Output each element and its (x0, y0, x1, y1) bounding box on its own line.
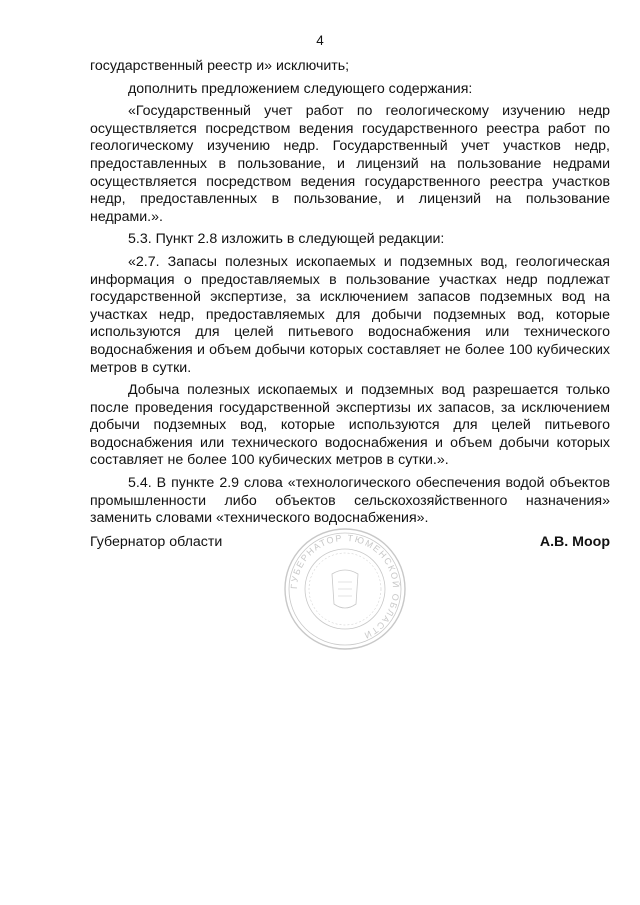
paragraph-6: Добыча полезных ископаемых и подземных вод разрешается только после проведения государственной экспертизы их запасов, за исключением добычи подземных вод, которые используются для целей питьевого водоснабжения или технического водоснабжения и объем добычи которых составляет не более 100 кубических метров в сутки.». (90, 382, 610, 469)
paragraph-5: «2.7. Запасы полезных ископаемых и подземных вод, геологическая информация о предоставляемых в пользование участках недр подлежат государственной экспертизе, за исключением запасов подземных вод на участках недр, предоставляемых для добычи подземных вод, которые используются для целей питьевого водоснабжения или технического водоснабжения и объем добычи которых составляет не более 100 кубических метров в сутки. (90, 253, 610, 376)
official-seal-icon (282, 526, 408, 652)
signatory-name: А.В. Моор (539, 534, 610, 550)
seal-text: ГУБЕРНАТОР ТЮМЕНСКОЙ ОБЛАСТИ (288, 532, 402, 642)
document-body (90, 58, 610, 533)
paragraph-3: «Государственный учет работ по геологическому изучению недр осуществляется посредством ведения государственного реестра работ по геологическому изучению недр. Государственный учет участков недр, предоставленных в пользование, и лицензий на пользование недрами осуществляется посредством ведения государственного реестра участков недр, предоставленных в пользование, и лицензий на пользование недрами.». (90, 103, 610, 225)
signatory-title: Губернатор области (90, 534, 223, 550)
paragraph-1: государственный реестр и» исключить; (90, 58, 350, 74)
paragraph-7: 5.4. В пункте 2.9 слова «технологического обеспечения водой объектов промышленности либо объектов сельскохозяйственного назначения» заменить словами «технического водоснабжения». (90, 475, 610, 527)
paragraph-2: дополнить предложением следующего содержания: (128, 80, 473, 97)
page-number: 4 (316, 33, 324, 48)
paragraph-4: 5.3. Пункт 2.8 изложить в следующей редакции: (128, 231, 445, 248)
